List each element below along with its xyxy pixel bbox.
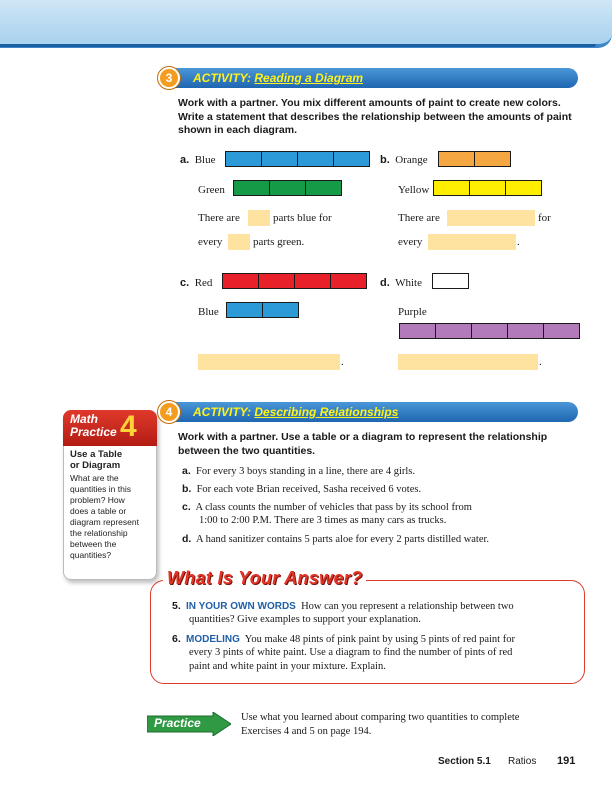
answer-blank[interactable] — [198, 354, 340, 370]
activity-4-number-badge: 4 — [158, 401, 180, 423]
green-bar-diagram — [233, 180, 342, 196]
bar-segment — [472, 324, 508, 338]
answer-blank[interactable] — [228, 234, 250, 250]
bar-segment — [263, 303, 298, 317]
yellow-bar-diagram — [433, 180, 542, 196]
question-5-line-2: quantities? Give examples to support your explanation. — [189, 614, 421, 625]
bar-segment — [470, 181, 506, 195]
footer-topic: Ratios — [508, 756, 537, 767]
math-practice-subtitle: Use a Table or Diagram — [70, 449, 123, 471]
page-number: 191 — [557, 755, 576, 767]
activity-4-prefix: ACTIVITY: — [193, 405, 252, 419]
item-a-bottom-label: Green — [198, 184, 225, 196]
activity-3-title-text: Reading a Diagram — [254, 71, 364, 85]
item-a-top-label: a. Blue — [180, 154, 216, 166]
item-a-sentence-1-start: There are — [198, 212, 240, 224]
bar-segment — [508, 324, 544, 338]
blue-bar-diagram — [225, 151, 370, 167]
footer-section: Section 5.1 — [438, 756, 491, 767]
bar-segment — [227, 303, 263, 317]
bar-segment — [262, 152, 298, 166]
bar-segment — [298, 152, 334, 166]
item-d-period: . — [539, 356, 542, 368]
answer-blank[interactable] — [248, 210, 270, 226]
item-b-top-label: b. Orange — [380, 154, 428, 166]
what-is-your-answer-title: What Is Your Answer? — [163, 568, 366, 589]
bar-segment — [439, 152, 475, 166]
item-c-period: . — [341, 356, 344, 368]
bar-segment — [270, 181, 306, 195]
blue-bar-diagram — [226, 302, 299, 318]
answer-blank[interactable] — [428, 234, 516, 250]
item-b-sentence-1-start: There are — [398, 212, 440, 224]
activity-3-prefix: ACTIVITY: — [193, 71, 252, 85]
bar-segment — [400, 324, 436, 338]
activity-4-item-d: d. A hand sanitizer contains 5 parts aloe for every 2 parts distilled water. — [182, 533, 490, 545]
practice-text-line-1: Use what you learned about comparing two quantities to complete — [241, 712, 520, 723]
activity-3-title — [193, 71, 363, 85]
question-6-line-2: every 3 pints of white paint. Use a diagram to find the number of pints of red — [189, 647, 513, 658]
bar-segment — [295, 274, 331, 288]
item-c-bottom-label: Blue — [198, 306, 219, 318]
bar-segment — [433, 274, 468, 288]
activity-4-item-c-line-2: 1:00 to 2:00 P.M. There are 3 times as many cars as trucks. — [199, 515, 447, 526]
practice-text-line-2: Exercises 4 and 5 on page 194. — [241, 726, 372, 737]
item-b-sentence-2-start: every — [398, 236, 423, 248]
answer-blank[interactable] — [398, 354, 538, 370]
bar-segment — [306, 181, 341, 195]
bar-segment — [544, 324, 579, 338]
bar-segment — [226, 152, 262, 166]
bar-segment — [434, 181, 470, 195]
item-c-top-label: c. Red — [180, 277, 213, 289]
item-b-sentence-2-end: . — [517, 236, 520, 248]
math-practice-title: Math Practice — [70, 412, 117, 439]
activity-3-instructions: Work with a partner. You mix different amounts of paint to create new colors. Write a statement that describes the relationship between the amounts of paint shown in each diagram. — [178, 97, 572, 136]
bar-segment — [475, 152, 510, 166]
bar-segment — [259, 274, 295, 288]
practice-label[interactable]: Practice — [154, 716, 201, 730]
activity-4-title — [193, 405, 398, 419]
activity-4-item-b: b. For each vote Brian received, Sasha received 6 votes. — [182, 483, 422, 495]
red-bar-diagram — [222, 273, 367, 289]
question-5: 5. IN YOUR OWN WORDS How can you represent a relationship between two — [172, 600, 514, 612]
activity-4-title-text: Describing Relationships — [254, 405, 399, 419]
activity-4-item-c: c. A class counts the number of vehicles that pass by its school from — [182, 501, 472, 513]
bar-segment — [223, 274, 259, 288]
item-d-bottom-label: Purple — [398, 306, 427, 318]
activity-4-instructions: Work with a partner. Use a table or a diagram to represent the relationship between the two quantities. — [178, 431, 548, 457]
answer-blank[interactable] — [447, 210, 535, 226]
bar-segment — [506, 181, 541, 195]
item-b-bottom-label: Yellow — [398, 184, 430, 196]
item-a-sentence-2-start: every — [198, 236, 223, 248]
white-bar-diagram — [432, 273, 469, 289]
question-6: 6. MODELING You make 48 pints of pink paint by using 5 pints of red paint for — [172, 633, 515, 645]
bar-segment — [234, 181, 270, 195]
top-banner — [0, 0, 612, 48]
orange-bar-diagram — [438, 151, 511, 167]
item-a-sentence-1-end: parts blue for — [273, 212, 332, 224]
bar-segment — [331, 274, 366, 288]
math-practice-number: 4 — [120, 410, 137, 443]
bar-segment — [436, 324, 472, 338]
math-practice-body: What are the quantities in this problem? How does a table or diagram represent the relationship between the quantities? — [70, 473, 139, 560]
top-banner-edge — [0, 44, 596, 47]
activity-3-number-badge: 3 — [158, 67, 180, 89]
purple-bar-diagram — [399, 323, 580, 339]
bar-segment — [334, 152, 369, 166]
item-a-sentence-2-end: parts green. — [253, 236, 305, 248]
question-6-line-3: paint and white paint in your mixture. Explain. — [189, 661, 386, 672]
item-d-top-label: d. White — [380, 277, 422, 289]
item-b-sentence-1-end: for — [538, 212, 551, 224]
activity-4-item-a: a. For every 3 boys standing in a line, there are 4 girls. — [182, 465, 416, 477]
